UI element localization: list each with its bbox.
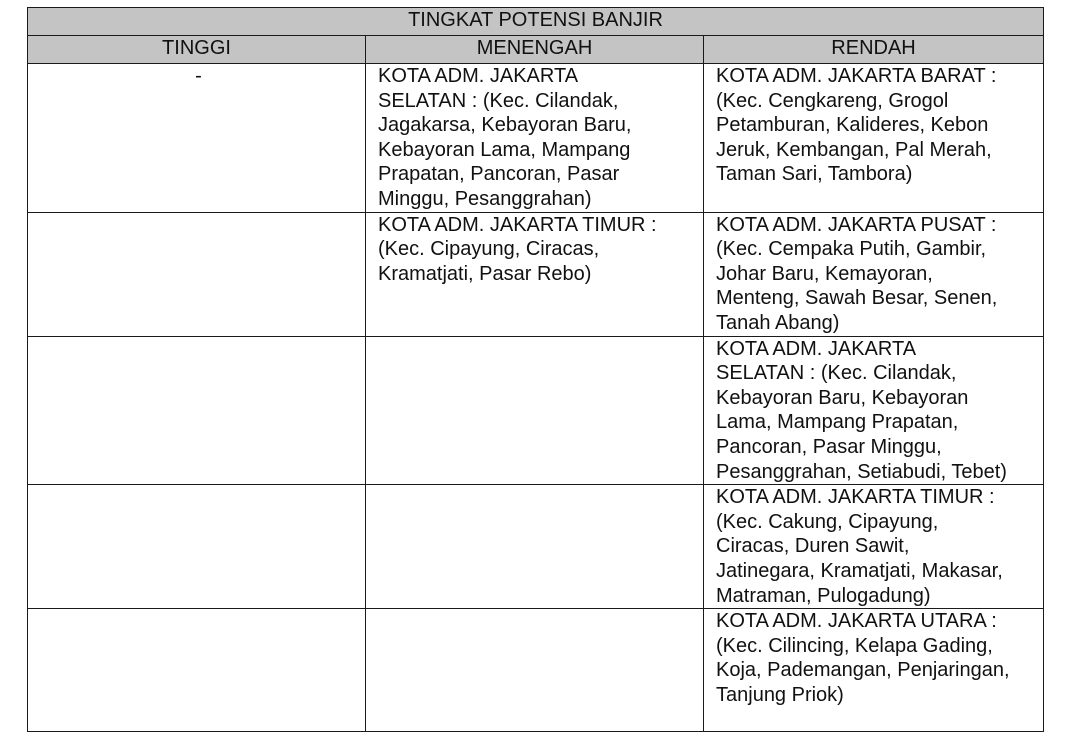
cell-rendah [704, 609, 1044, 732]
table-row [28, 64, 1044, 213]
flood-potential-table [27, 7, 1044, 732]
cell-rendah [704, 212, 1044, 336]
cell-text: KOTA ADM. JAKARTA TIMUR : (Kec. Cakung, Cipayung, Ciracas, Duren Sawit, Jatinegara, Kramatjati, Makasar, Matraman, Pulogadung) [716, 486, 1003, 607]
cell-text: KOTA ADM. JAKARTA SELATAN : (Kec. Cilandak, Jagakarsa, Kebayoran Baru, Kebayoran Lama, Mampang Prapatan, Pancoran, Pasar Minggu, Pesanggrahan) [378, 65, 632, 210]
table-title: TINGKAT POTENSI BANJIR [28, 8, 1044, 36]
cell-text: KOTA ADM. JAKARTA TIMUR : (Kec. Cipayung, Ciracas, Kramatjati, Pasar Rebo) [378, 213, 657, 285]
column-header-menengah: MENENGAH [366, 36, 704, 64]
table-title-row [28, 8, 1044, 36]
cell-tinggi [28, 609, 366, 732]
cell-rendah [704, 485, 1044, 609]
cell-tinggi [28, 212, 366, 336]
cell-menengah [366, 336, 704, 485]
cell-rendah [704, 336, 1044, 485]
cell-text: KOTA ADM. JAKARTA PUSAT : (Kec. Cempaka Putih, Gambir, Johar Baru, Kemayoran, Menteng, Sawah Besar, Senen, Tanah Abang) [716, 213, 998, 334]
column-header-tinggi: TINGGI [28, 36, 366, 64]
table-row [28, 212, 1044, 336]
table-row [28, 609, 1044, 732]
cell-text: KOTA ADM. JAKARTA BARAT : (Kec. Cengkareng, Grogol Petamburan, Kalideres, Kebon Jeruk, Kembangan, Pal Merah, Taman Sari, Tambora) [716, 65, 997, 186]
column-header-rendah: RENDAH [704, 36, 1044, 64]
cell-text: KOTA ADM. JAKARTA UTARA : (Kec. Cilincing, Kelapa Gading, Koja, Pademangan, Penjaringan, Tanjung Priok) [716, 610, 1010, 706]
cell-text: KOTA ADM. JAKARTA SELATAN : (Kec. Cilandak, Kebayoran Baru, Kebayoran Lama, Mampang Prapatan, Pancoran, Pasar Minggu, Pesanggrahan, Setiabudi, Tebet) [716, 337, 1007, 483]
table-row [28, 336, 1044, 485]
cell-rendah [704, 64, 1044, 213]
cell-menengah [366, 609, 704, 732]
cell-tinggi [28, 485, 366, 609]
cell-tinggi [28, 336, 366, 485]
cell-menengah [366, 212, 704, 336]
cell-menengah [366, 485, 704, 609]
column-header-row [28, 36, 1044, 64]
cell-text: - [195, 65, 202, 87]
cell-tinggi [28, 64, 366, 213]
cell-menengah [366, 64, 704, 213]
table-row [28, 485, 1044, 609]
